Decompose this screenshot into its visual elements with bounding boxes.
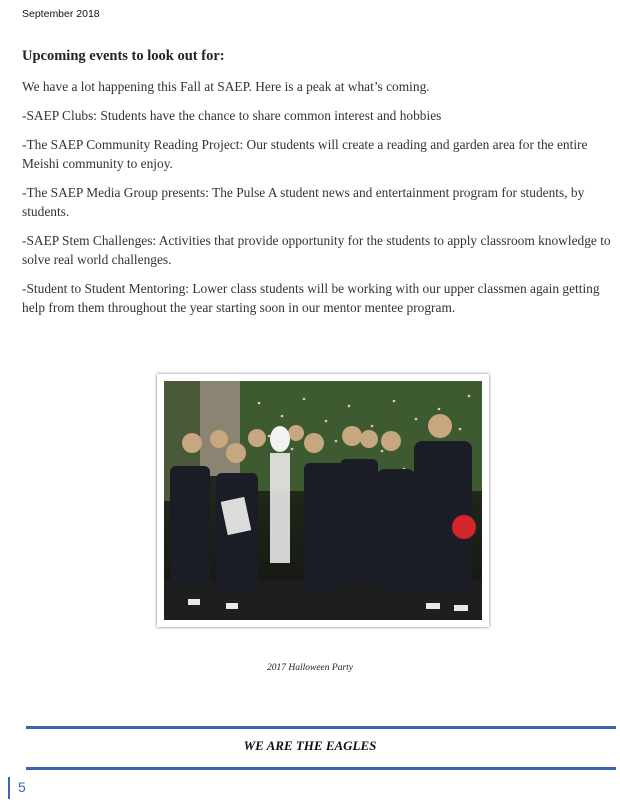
- event-clubs: -SAEP Clubs: Students have the chance to share common interest and hobbies: [22, 108, 442, 123]
- event-stem-challenges: -SAEP Stem Challenges: Activities that provide opportunity for the students to apply classroom knowledge to solve real world challenges.: [22, 233, 611, 267]
- footer-rule-bottom: [26, 767, 616, 770]
- page-number: 5: [18, 779, 26, 795]
- header-date: September 2018: [22, 8, 100, 20]
- halloween-party-photo: [164, 381, 482, 620]
- footer-rule-top: [26, 726, 616, 729]
- intro-paragraph: We have a lot happening this Fall at SAEP. Here is a peak at what’s coming.: [22, 79, 430, 94]
- footer-tagline: WE ARE THE EAGLES: [243, 738, 377, 753]
- photo-caption: 2017 Halloween Party: [266, 663, 353, 673]
- event-reading-project: -The SAEP Community Reading Project: Our students will create a reading and garden area for the entire Meishi community to enjoy.: [22, 137, 588, 171]
- group-photo: [157, 374, 489, 627]
- event-media-group: -The SAEP Media Group presents: The Pulse A student news and entertainment program for students, by students.: [22, 185, 585, 219]
- page-number-bar: [8, 777, 10, 799]
- main-content: [22, 48, 614, 327]
- event-mentoring: -Student to Student Mentoring: Lower class students will be working with our upper classmen again getting help from them throughout the year starting soon in our mentor mentee program.: [22, 281, 600, 315]
- section-heading: Upcoming events to look out for:: [22, 48, 225, 64]
